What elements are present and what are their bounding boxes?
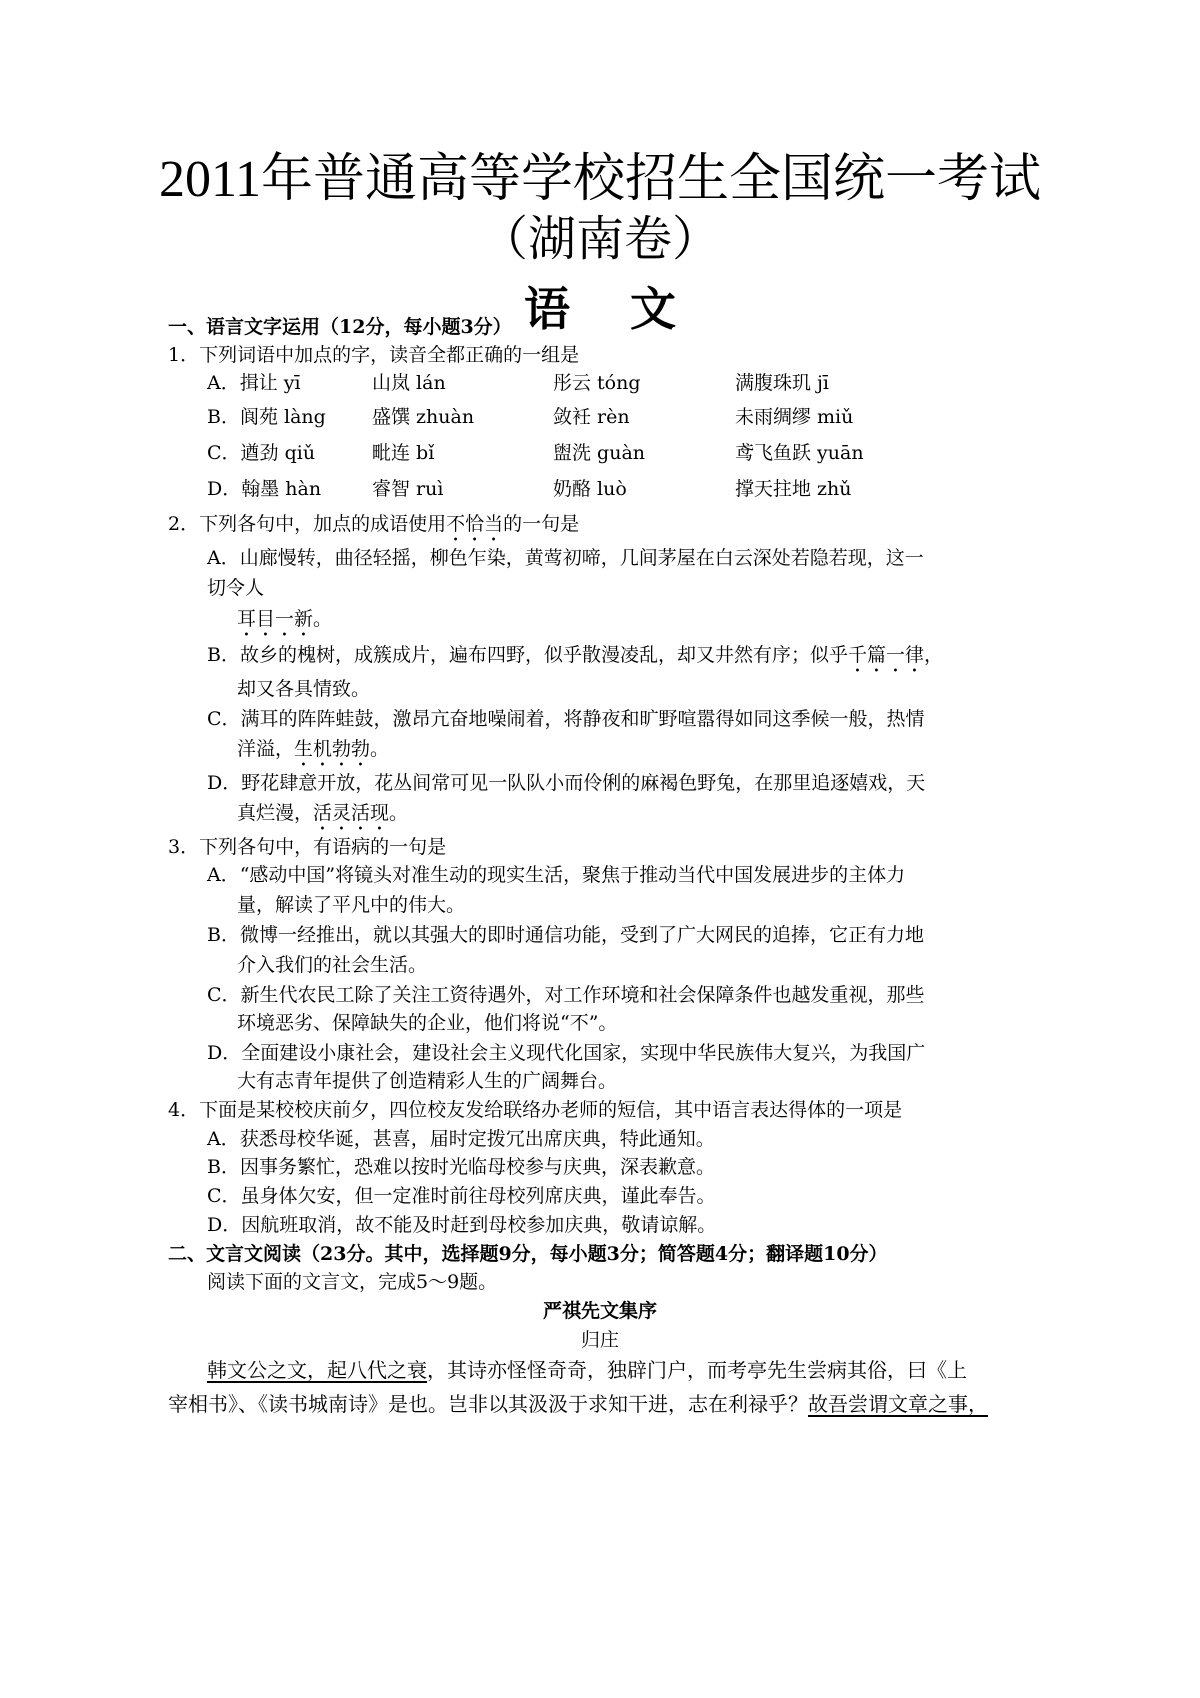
q2-option-b-text: B．故乡的槐树，成簇成片，遍布四野，似乎散漫凌乱，却又井然有序；似乎 <box>207 644 848 666</box>
q2-option-b-idiom: 千篇一律 <box>847 644 924 666</box>
q4-option-a: A．获悉母校华诞，甚喜，届时定拨冗出席庆典，特此通知。 <box>207 1128 715 1150</box>
q1-option-d-2: 睿智 ruì <box>372 478 444 500</box>
passage-line2 <box>168 1391 988 1417</box>
q3-option-d-line2: 大有志青年提供了创造精彩人生的广阔舞台。 <box>237 1070 618 1092</box>
passage-text-2: 宰相书》、《读书城南诗》是也。岂非以其汲汲于求知干进，志在利禄乎？ <box>168 1392 808 1416</box>
section2-intro: 阅读下面的文言文，完成5～9题。 <box>207 1271 498 1293</box>
q3-option-a-line2: 量，解读了平凡中的伟大。 <box>237 894 466 916</box>
q4-stem: 4．下面是某校校庆前夕，四位校友发给联络办老师的短信，其中语言表达得体的一项是 <box>168 1099 903 1121</box>
q2-option-b-line2: 却又各具情致。 <box>237 678 371 700</box>
passage-line1 <box>207 1357 967 1383</box>
q1-option-d-4: 撑天拄地 zhǔ <box>735 478 852 500</box>
q1-option-d-1: D．翰墨 hàn <box>207 478 322 500</box>
q2-stem-end: 的一句是 <box>503 513 580 535</box>
q2-option-d-line1: D．野花肆意开放，花丛间常可见一队队小而伶俐的麻褐色野兔，在那里追逐嬉戏，天 <box>207 772 926 794</box>
q2-option-d-text: 真烂漫， <box>237 802 314 824</box>
q1-option-a-1: A．揖让 yī <box>207 372 301 394</box>
q2-stem <box>168 511 579 546</box>
q3-option-b-line1: B．微博一经推出，就以其强大的即时通信功能，受到了广大网民的追捧，它正有力地 <box>207 924 924 946</box>
q1-option-c-3: 盥洗 guàn <box>553 442 646 464</box>
q2-option-b-line1 <box>207 642 943 677</box>
q2-option-c-idiom: 生机勃勃 <box>294 738 371 760</box>
q2-option-a-line3 <box>237 606 332 641</box>
q1-option-b-3: 敛衽 rèn <box>553 406 630 428</box>
section2-heading: 二、文言文阅读（23分。其中，选择题9分，每小题3分；简答题4分；翻译题10分） <box>168 1243 888 1265</box>
passage-title: 严祺先文集序 <box>542 1300 657 1322</box>
passage-underlined-1: 韩文公之文，起八代之衰 <box>207 1358 427 1382</box>
q1-option-d-3: 奶酪 luò <box>553 478 627 500</box>
q2-stem-part: 2．下列各句中，加点的成语使用 <box>168 513 447 535</box>
q1-stem: 1．下列词语中加点的字，读音全都正确的一组是 <box>168 344 580 366</box>
q1-option-c-2: 毗连 bǐ <box>372 442 435 464</box>
q1-option-a-4: 满腹珠玑 jī <box>735 372 830 394</box>
q2-stem-emphasis: 不恰当 <box>446 513 504 535</box>
passage-text-1: ，其诗亦怪怪奇奇，独辟门户，而考亭先生尝病其俗，曰《上 <box>427 1358 967 1382</box>
q4-option-b: B．因事务繁忙，恐难以按时光临母校参与庆典，深表歉意。 <box>207 1156 715 1178</box>
section1-heading: 一、语言文字运用（12分，每小题3分） <box>168 316 512 338</box>
q1-option-a-3: 彤云 tóng <box>553 372 641 394</box>
q2-option-c-line1: C．满耳的阵阵蛙鼓，激昂亢奋地噪闹着，将静夜和旷野喧嚣得如同这季候一般，热情 <box>207 708 925 730</box>
q2-option-a-line1: A．山廊慢转，曲径轻摇，柳色乍染，黄莺初啼，几间茅屋在白云深处若隐若现，这一 <box>207 547 924 569</box>
exam-title: 2011年普通高等学校招生全国统一考试 <box>158 151 1042 208</box>
q1-option-b-2: 盛馔 zhuàn <box>372 406 475 428</box>
passage-author: 归庄 <box>580 1329 619 1351</box>
q2-option-d-idiom: 活灵活现 <box>313 802 390 824</box>
q1-option-b-1: B．阆苑 làng <box>207 406 326 428</box>
passage-underlined-2: 故吾尝谓文章之事， <box>808 1392 988 1416</box>
q3-option-c-line1: C．新生代农民工除了关注工资待遇外，对工作环境和社会保障条件也越发重视，那些 <box>207 984 925 1006</box>
q1-option-c-4: 鸢飞鱼跃 yuān <box>735 442 864 464</box>
q4-option-c: C．虽身体欠安，但一定准时前往母校列席庆典，谨此奉告。 <box>207 1185 716 1207</box>
exam-subject: 语文 <box>524 284 736 335</box>
q1-option-a-2: 山岚 lán <box>372 372 446 394</box>
q1-option-b-4: 未雨绸缪 miǔ <box>735 406 854 428</box>
q2-option-b-end: ， <box>923 644 943 666</box>
q2-option-a-idiom: 耳目一新 <box>237 608 314 630</box>
q3-option-b-line2: 介入我们的社会生活。 <box>237 954 428 976</box>
q3-option-c-line2: 环境恶劣、保障缺失的企业，他们将说“不”。 <box>237 1012 618 1034</box>
q3-option-d-line1: D．全面建设小康社会，建设社会主义现代化国家，实现中华民族伟大复兴，为我国广 <box>207 1042 926 1064</box>
q2-option-c-line2 <box>237 736 389 771</box>
q2-option-d-line2 <box>237 800 408 835</box>
q3-stem: 3．下列各句中，有语病的一句是 <box>168 836 447 858</box>
q1-option-c-1: C．遒劲 qiǔ <box>207 442 316 464</box>
q3-option-a-line1: A．“感动中国”将镜头对准生动的现实生活，聚焦于推动当代中国发展进步的主体力 <box>207 864 906 886</box>
q2-option-a-line2: 切令人 <box>207 577 265 599</box>
q2-option-c-text: 洋溢， <box>237 738 295 760</box>
exam-region: （湖南卷） <box>479 213 720 266</box>
q2-option-c-end: 。 <box>370 738 390 760</box>
q2-option-a-end: 。 <box>313 608 333 630</box>
q2-option-d-end: 。 <box>389 802 409 824</box>
q4-option-d: D．因航班取消，故不能及时赶到母校参加庆典，敬请谅解。 <box>207 1214 717 1236</box>
